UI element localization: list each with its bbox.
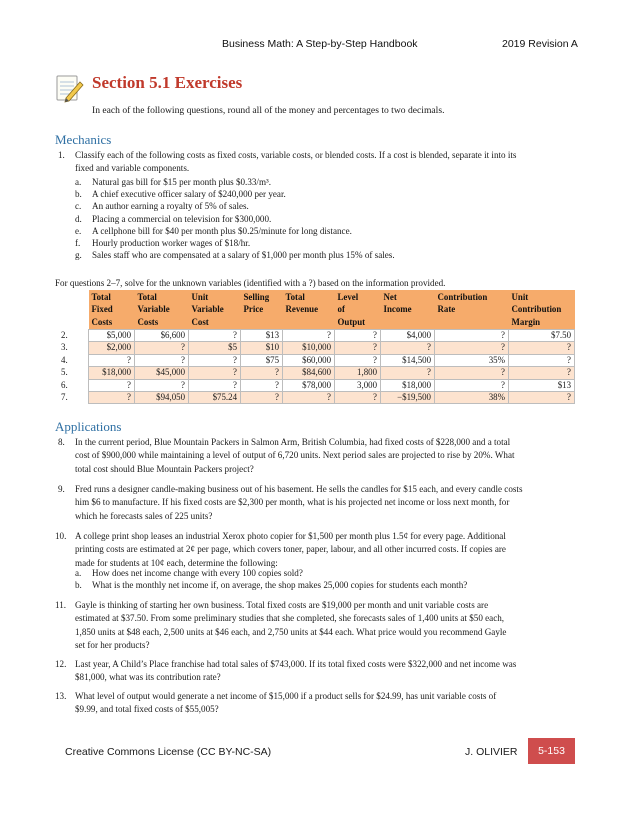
list-item: a. Natural gas bill for $15 per month plus $0.33/m³. (75, 177, 272, 187)
notepad-pencil-icon (54, 72, 86, 104)
question-text-line: Last year, A Child’s Place franchise had total sales of $743,000. If its total fixed costs were $322,000 and net income was (75, 659, 517, 669)
question-number: 1. (58, 150, 65, 160)
question-text-line: Classify each of the following costs as fixed costs, variable costs, or blended costs. If a cost is blended, separate it into its (75, 150, 517, 160)
mechanics-heading: Mechanics (55, 132, 112, 147)
table-row: 4. ? ? ? $75 $60,000 ? $14,500 35% ? (55, 354, 575, 366)
list-item: e. A cellphone bill for $40 per month plus $0.25/minute for long distance. (75, 225, 352, 236)
table-row: 7. ? $94,050 $75.24 ? ? ? −$19,500 38% ? (55, 392, 575, 404)
table-instructions: For questions 2–7, solve for the unknown variables (identified with a ?) based on the information provided. (55, 278, 446, 288)
question-text-line: printing costs are estimated at 2¢ per page, which covers toner, paper, labour, and all other incurred costs. If copies are (75, 544, 506, 555)
col-header-total-variable-costs: Total Variable Costs (135, 290, 189, 330)
question-1 (58, 149, 578, 179)
question-text-line: fixed and variable components. (75, 163, 190, 174)
question-number: 12. (55, 659, 67, 669)
question-number: 10. (55, 531, 67, 541)
col-header-total-revenue: Total Revenue (283, 290, 335, 330)
col-header-contribution-rate: Contribution Rate (435, 290, 509, 330)
question-1-items (75, 176, 575, 264)
question-text-line: cost of $900,000 while maintaining a level of output of 6,720 units. Next period sales are projected to rise by 20%. What (75, 450, 515, 461)
question-text-line: In the current period, Blue Mountain Packers in Salmon Arm, British Columbia, had fixed costs of $228,000 and a total (75, 437, 511, 447)
question-text-line: What level of output would generate a net income of $15,000 if a product sells for $24.99, has unit variable costs of (75, 691, 497, 701)
list-item: d. Placing a commercial on television for $300,000. (75, 213, 272, 224)
applications-heading: Applications (55, 419, 122, 434)
exercise-table (55, 290, 575, 404)
question-number: 11. (55, 600, 67, 610)
question-9 (58, 483, 578, 523)
question-text-line: total cost should Blue Mountain Packers project? (75, 463, 254, 474)
question-text-line: 1,850 units at $48 each, 2,500 units at $46 each, and 2,750 units at $44 each. What price would you recommend Gayle (75, 626, 507, 637)
question-text-line: $9.99, and total fixed costs of $55,005? (75, 704, 219, 715)
question-text-line: made for students at 10¢ each, determine the following: (75, 557, 278, 568)
col-header-total-fixed-costs: Total Fixed Costs (89, 290, 135, 330)
question-10-items (75, 567, 575, 593)
list-item: b. A chief executive officer salary of $240,000 per year. (75, 189, 286, 200)
revision-label: 2019 Revision A (502, 38, 578, 50)
question-text-line: estimated at $37.50. From some preliminary studies that she completed, she forecasts sales of 1,400 units at $50 each, (75, 613, 505, 624)
list-item: f. Hourly production worker wages of $18/hr. (75, 238, 251, 248)
question-11 (55, 599, 577, 653)
col-header-unit-contribution-margin: Unit Contribution Margin (509, 290, 575, 330)
question-text-line: him $6 to manufacture. If his fixed costs are $2,300 per month, what is his projected net income or loss next month, for (75, 497, 510, 508)
question-number: 13. (55, 691, 67, 701)
question-10 (55, 530, 577, 570)
question-13 (55, 690, 577, 718)
col-header-level-of-output: Level of Output (335, 290, 381, 330)
question-8 (58, 436, 578, 476)
question-number: 8. (58, 437, 65, 447)
col-header-net-income: Net Income (381, 290, 435, 330)
table-row: 2. $5,000 $6,600 ? $13 ? ? $4,000 ? $7.50 (55, 330, 575, 342)
table-row: 5. $18,000 $45,000 ? ? $84,600 1,800 ? ? ? (55, 367, 575, 379)
question-text-line: Gayle is thinking of starting her own business. Total fixed costs are $19,000 per month and unit variable costs are (75, 600, 489, 610)
question-text-line: Fred runs a designer candle-making business out of his basement. He sells the candles for $15 each, and every candle costs (75, 484, 523, 494)
list-item: c. An author earning a royalty of 5% of sales. (75, 201, 249, 212)
table-header-blank (55, 290, 89, 330)
book-title: Business Math: A Step-by-Step Handbook (222, 38, 418, 50)
table-header-row (55, 290, 575, 330)
question-number: 9. (58, 484, 65, 494)
question-text-line: $81,000, what was its contribution rate? (75, 672, 221, 683)
license-text: Creative Commons License (CC BY-NC-SA) (65, 746, 272, 758)
question-12 (55, 658, 577, 686)
page-number: 5-153 (528, 738, 575, 764)
table-row: 3. $2,000 ? $5 $10 $10,000 ? ? ? ? (55, 342, 575, 354)
question-text-line: A college print shop leases an industrial Xerox photo copier for $1,500 per month plus 1.5¢ for every page. Additional (75, 531, 506, 541)
question-text-line: which he forecasts sales of 225 units? (75, 510, 213, 521)
col-header-selling-price: Selling Price (241, 290, 283, 330)
list-item: g. Sales staff who are compensated at a salary of $1,000 per month plus 15% of sales. (75, 250, 395, 261)
author-name: J. OLIVIER (465, 746, 518, 758)
col-header-unit-variable-cost: Unit Variable Cost (189, 290, 241, 330)
table-row: 6. ? ? ? ? $78,000 3,000 $18,000 ? $13 (55, 379, 575, 391)
list-item: b. What is the monthly net income if, on average, the shop makes 25,000 copies for students each month? (75, 580, 468, 591)
question-text-line: set for her products? (75, 639, 150, 650)
section-intro: In each of the following questions, round all of the money and percentages to two decimals. (92, 105, 445, 116)
section-title: Section 5.1 Exercises (92, 73, 243, 92)
list-item: a. How does net income change with every 100 copies sold? (75, 568, 303, 578)
